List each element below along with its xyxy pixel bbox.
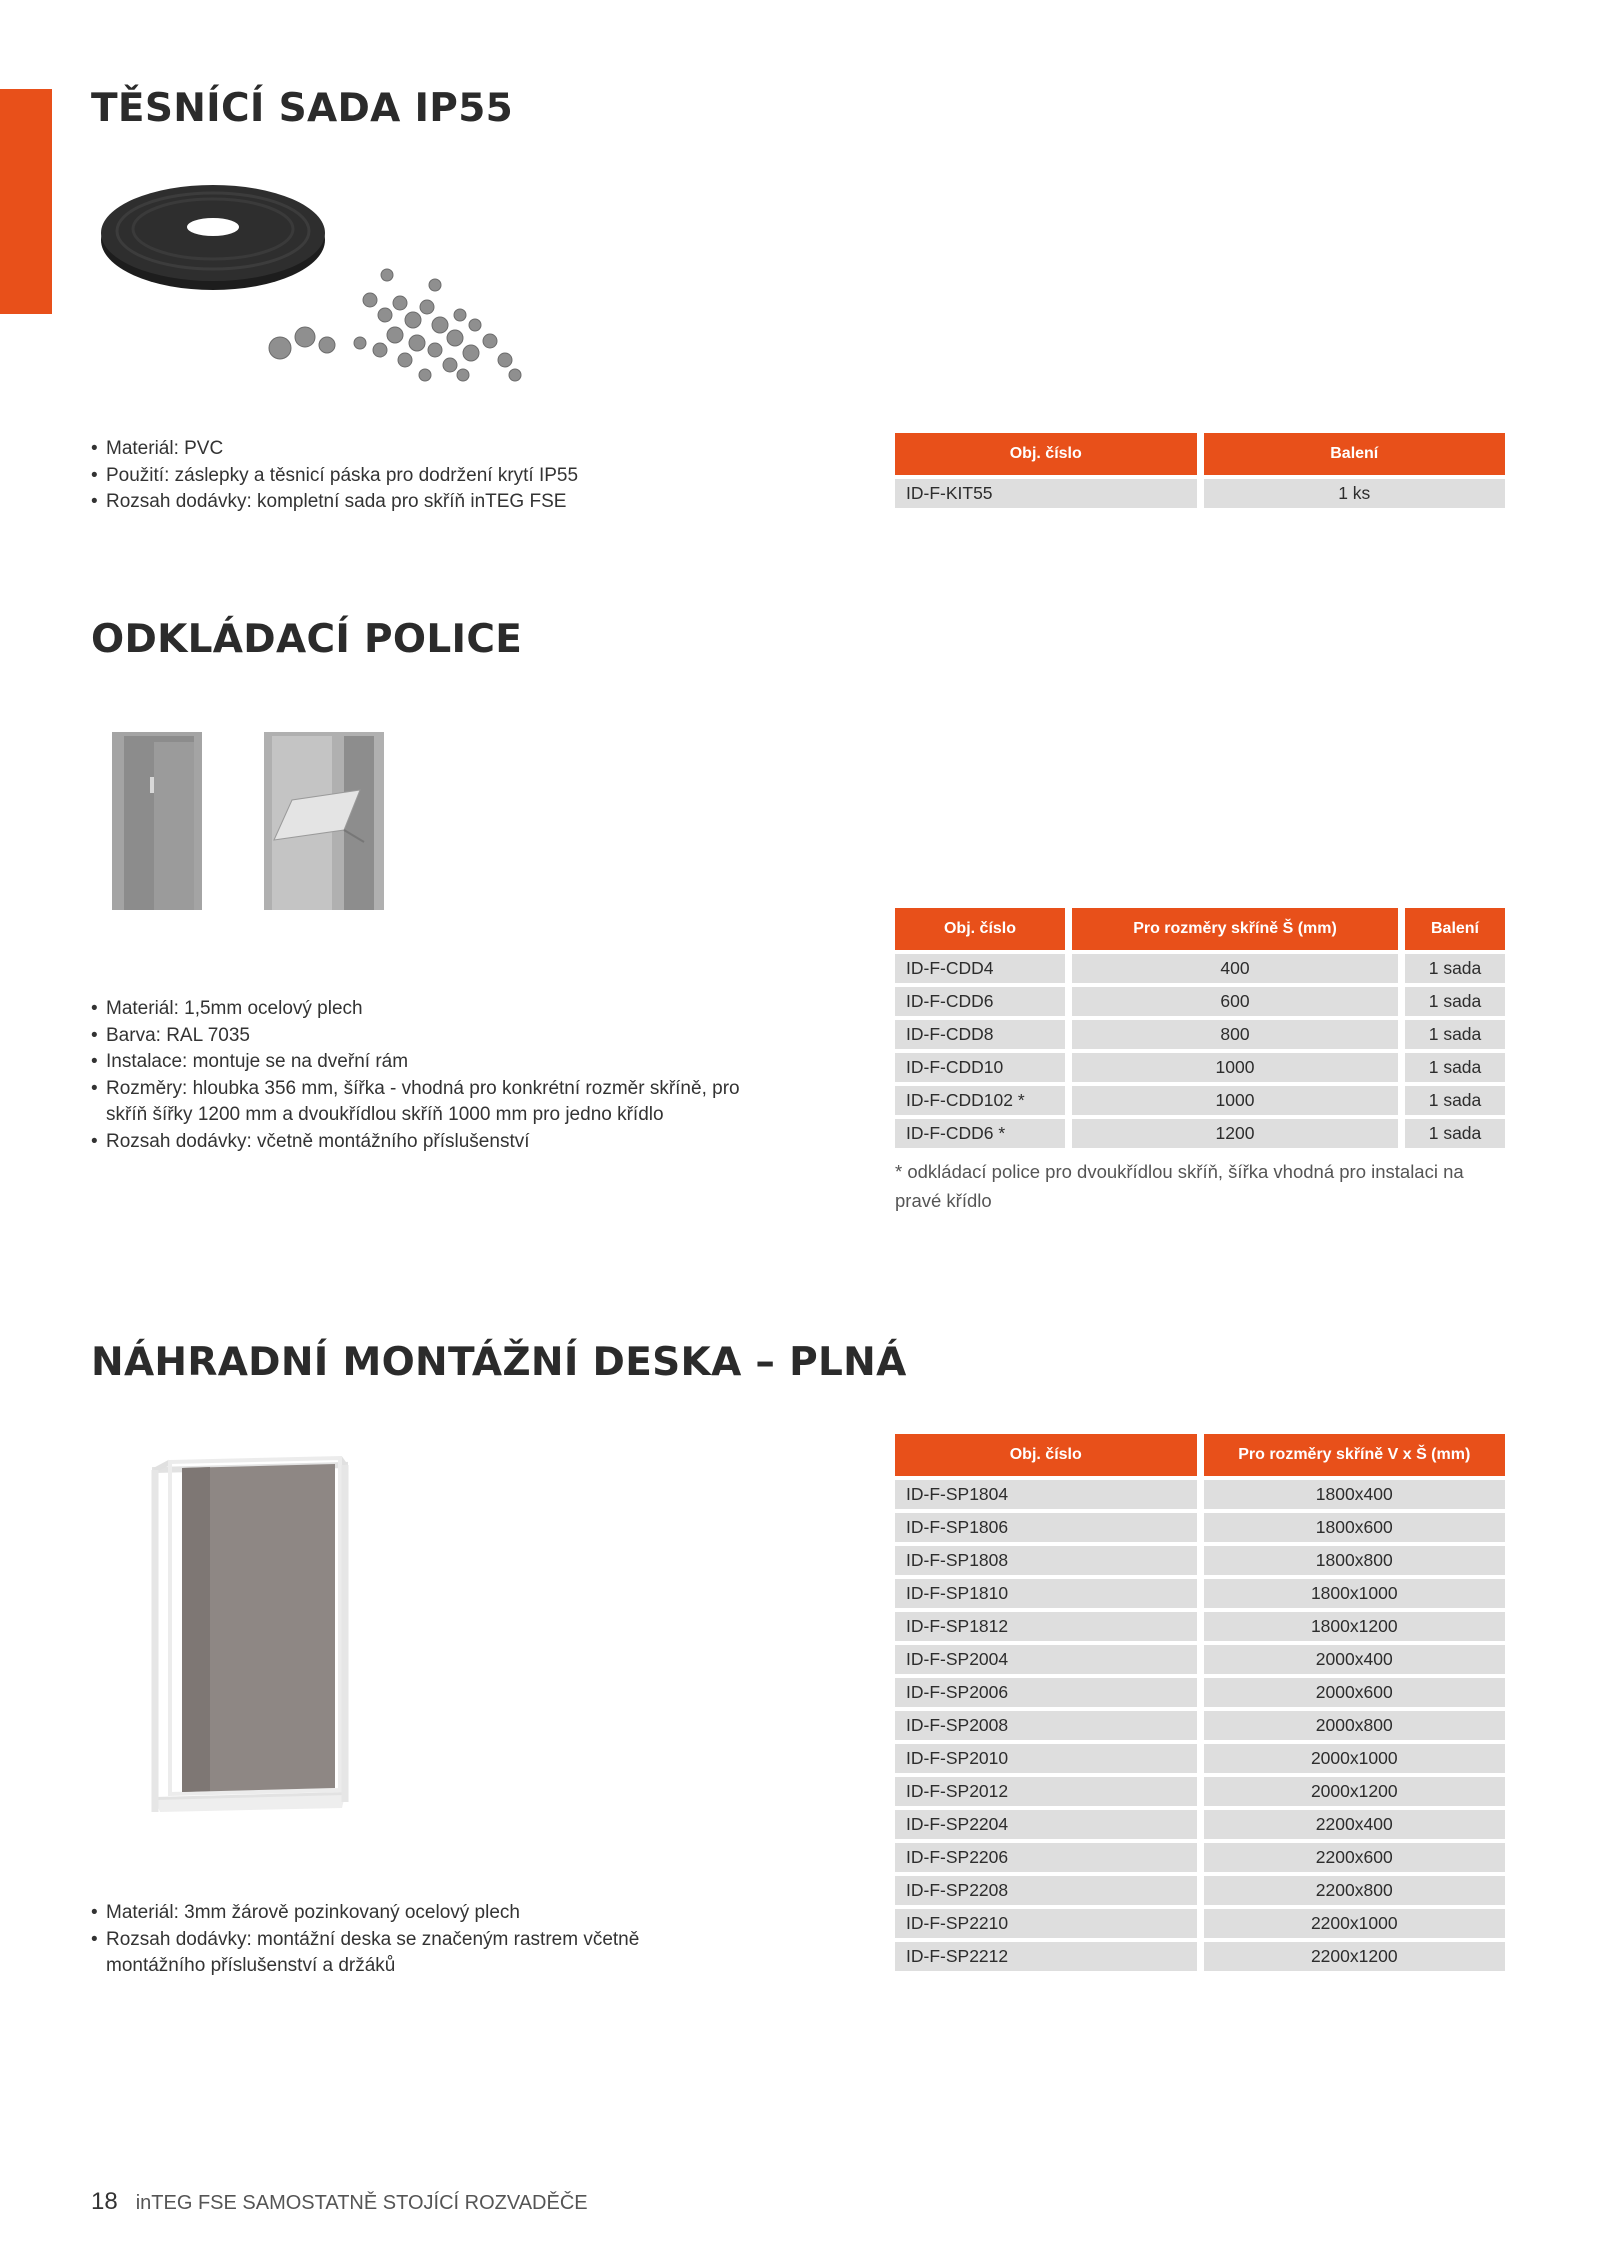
table-cell: 2200x1000: [1204, 1909, 1506, 1938]
table-footnote: * odkládací police pro dvoukřídlou skříň, šířka vhodná pro instalaci na pravé křídlo: [895, 1161, 1464, 1211]
table-header-row: [895, 433, 1505, 475]
table-cell: 2000x1000: [1204, 1744, 1506, 1773]
table-row: [895, 954, 1505, 983]
table-cell: 2200x800: [1204, 1876, 1506, 1905]
table-cell: 1 sada: [1405, 1020, 1505, 1049]
table-cell: ID-F-SP2208: [895, 1876, 1197, 1905]
page-number: 18: [91, 2188, 118, 2215]
table-cell: 1800x1200: [1204, 1612, 1506, 1641]
table-cell: ID-F-CDD6: [895, 987, 1065, 1016]
table-cell: ID-F-SP2206: [895, 1843, 1197, 1872]
table-row: [895, 1086, 1505, 1115]
table-cell: ID-F-SP2010: [895, 1744, 1197, 1773]
table-row: [895, 1513, 1505, 1542]
table-cell: ID-F-SP2204: [895, 1810, 1197, 1839]
table-cell: 1800x800: [1204, 1546, 1506, 1575]
table-cell: ID-F-SP2006: [895, 1678, 1197, 1707]
table-cell: 1800x1000: [1204, 1579, 1506, 1608]
order-table: [888, 429, 1512, 512]
table-cell: 2000x800: [1204, 1711, 1506, 1740]
table-cell: 1 sada: [1405, 954, 1505, 983]
feature-item: • Materiál: 1,5mm ocelový plech: [91, 996, 741, 1023]
feature-item: • Instalace: montuje se na dveřní rám: [91, 1049, 741, 1076]
table-cell: ID-F-SP2004: [895, 1645, 1197, 1674]
footer-title: inTEG FSE SAMOSTATNĚ STOJÍCÍ ROZVADĚČE: [135, 2192, 588, 2214]
table-row: [895, 479, 1505, 508]
table-cell: ID-F-CDD4: [895, 954, 1065, 983]
table-cell: 2000x600: [1204, 1678, 1506, 1707]
table-row: [895, 1020, 1505, 1049]
section-title: TĚSNÍCÍ SADA IP55: [91, 86, 514, 131]
table-cell: 1800x400: [1204, 1480, 1506, 1509]
table-row: [895, 987, 1505, 1016]
table-cell: 600: [1072, 987, 1398, 1016]
section-title: NÁHRADNÍ MONTÁŽNÍ DESKA – PLNÁ: [91, 1340, 907, 1385]
table-header-row: [895, 908, 1505, 950]
table-cell: 2000x400: [1204, 1645, 1506, 1674]
table-row: [895, 1777, 1505, 1806]
table-cell: ID-F-SP1808: [895, 1546, 1197, 1575]
table-cell: 1200: [1072, 1119, 1398, 1148]
table-cell: ID-F-SP2210: [895, 1909, 1197, 1938]
column-header: Pro rozměry skříně Š (mm): [1072, 908, 1398, 950]
column-header: Balení: [1204, 433, 1506, 475]
table-cell: ID-F-SP2012: [895, 1777, 1197, 1806]
table-cell: 1000: [1072, 1086, 1398, 1115]
table-cell: 2200x600: [1204, 1843, 1506, 1872]
table-row: [895, 1579, 1505, 1608]
table-row: [895, 1119, 1505, 1148]
features-list: [91, 1900, 741, 1980]
table-row: [895, 1678, 1505, 1707]
feature-item: • Barva: RAL 7035: [91, 1023, 741, 1050]
table-cell: 800: [1072, 1020, 1398, 1049]
table-row: [895, 1810, 1505, 1839]
table-cell: ID-F-SP1810: [895, 1579, 1197, 1608]
table-row: [895, 1843, 1505, 1872]
feature-item: • Materiál: 3mm žárově pozinkovaný ocelový plech: [91, 1900, 741, 1927]
table-cell: 1 sada: [1405, 987, 1505, 1016]
table-cell: 1 ks: [1204, 479, 1506, 508]
page-footer: [91, 2188, 588, 2216]
table-cell: ID-F-CDD8: [895, 1020, 1065, 1049]
feature-item: • Rozsah dodávky: montážní deska se značeným rastrem včetně montážního příslušenství a držáků: [91, 1927, 741, 1980]
table-cell: ID-F-SP1806: [895, 1513, 1197, 1542]
feature-item: • Materiál: PVC: [91, 436, 578, 463]
table-cell: 1 sada: [1405, 1053, 1505, 1082]
column-header: Obj. číslo: [895, 908, 1065, 950]
feature-item: • Rozsah dodávky: kompletní sada pro skříň inTEG FSE: [91, 489, 578, 516]
order-table: [888, 904, 1512, 1152]
table-cell: ID-F-SP1804: [895, 1480, 1197, 1509]
table-cell: ID-F-CDD10: [895, 1053, 1065, 1082]
feature-item: • Rozměry: hloubka 356 mm, šířka - vhodná pro konkrétní rozměr skříně, pro skříň šířky 1200 mm a dvoukřídlou skříň 1000 mm pro jedno křídlo: [91, 1076, 741, 1129]
column-header: Obj. číslo: [895, 433, 1197, 475]
table-row: [895, 1876, 1505, 1905]
table-cell: 1800x600: [1204, 1513, 1506, 1542]
column-header: Balení: [1405, 908, 1505, 950]
table-row: [895, 1546, 1505, 1575]
order-table: [888, 1430, 1512, 1975]
table-row: [895, 1480, 1505, 1509]
table-cell: 2200x1200: [1204, 1942, 1506, 1971]
table-cell: 1000: [1072, 1053, 1398, 1082]
table-cell: ID-F-CDD6 *: [895, 1119, 1065, 1148]
table-cell: ID-F-CDD102 *: [895, 1086, 1065, 1115]
column-header: Pro rozměry skříně V x Š (mm): [1204, 1434, 1506, 1476]
feature-item: • Použití: záslepky a těsnicí páska pro dodržení krytí IP55: [91, 463, 578, 490]
table-row: [895, 1645, 1505, 1674]
table-row: [895, 1909, 1505, 1938]
section-title: ODKLÁDACÍ POLICE: [91, 617, 523, 662]
table-cell: 1 sada: [1405, 1119, 1505, 1148]
shelf-image: [112, 732, 387, 910]
table-cell: 400: [1072, 954, 1398, 983]
features-list: [91, 996, 741, 1155]
table-row: [895, 1711, 1505, 1740]
table-cell: ID-F-KIT55: [895, 479, 1197, 508]
table-cell: ID-F-SP1812: [895, 1612, 1197, 1641]
seal-kit-image: [95, 175, 565, 395]
mounting-plate-image: [130, 1450, 360, 1830]
table-cell: 2000x1200: [1204, 1777, 1506, 1806]
feature-item: • Rozsah dodávky: včetně montážního příslušenství: [91, 1129, 741, 1156]
table-header-row: [895, 1434, 1505, 1476]
table-row: [895, 1744, 1505, 1773]
table-row: [895, 1053, 1505, 1082]
table-cell: 1 sada: [1405, 1086, 1505, 1115]
table-row: [895, 1942, 1505, 1971]
features-list: [91, 436, 578, 516]
section-accent-tab: [0, 89, 52, 314]
table-row: [895, 1612, 1505, 1641]
table-cell: ID-F-SP2008: [895, 1711, 1197, 1740]
table-cell: ID-F-SP2212: [895, 1942, 1197, 1971]
column-header: Obj. číslo: [895, 1434, 1197, 1476]
table-cell: 2200x400: [1204, 1810, 1506, 1839]
